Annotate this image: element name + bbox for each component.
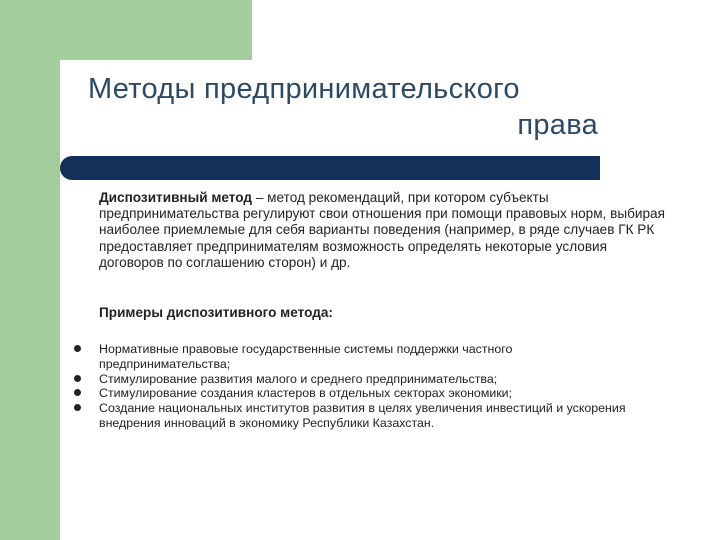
definition-term: Диспозитивный метод — [99, 190, 253, 205]
bullet-dot-icon — [74, 375, 81, 382]
definition-paragraph — [99, 190, 669, 271]
list-item-text: Создание национальных институтов развития в целях увеличения инвестиций и ускорения внедрения инноваций в экономику Республики Казахстан. — [99, 401, 626, 430]
list-item — [74, 401, 644, 431]
title-underline-bar — [60, 156, 600, 180]
slide-title-line-1: Методы предпринимательского — [88, 73, 520, 105]
bullet-dot-icon — [74, 404, 81, 411]
examples-heading: Примеры диспозитивного метода: — [99, 305, 333, 320]
top-accent-band — [0, 0, 252, 60]
examples-list — [74, 342, 644, 431]
slide-title — [88, 71, 598, 143]
list-item-text: Стимулирование создания кластеров в отдельных секторах экономики; — [99, 386, 513, 401]
list-item-text: Нормативные правовые государственные системы поддержки частного предпринимательства; — [99, 342, 513, 371]
slide-title-line-2: права — [517, 109, 598, 141]
list-item — [74, 342, 644, 372]
list-item-text: Стимулирование развития малого и среднего предпринимательства; — [99, 371, 498, 386]
definition-text: – метод рекомендаций, при котором субъекты предпринимательства регулируют свои отношения при помощи правовых норм, выбирая наиболее приемлемые для себя варианты поведения (например, в ряде случаев ГК РК предоставляет предпринимателям возможность определять некоторые условия договоров по соглашению сторон) и др. — [99, 190, 665, 270]
list-item — [74, 386, 644, 401]
left-accent-band — [0, 0, 60, 540]
bullet-dot-icon — [74, 389, 81, 396]
bullet-dot-icon — [74, 345, 81, 352]
list-item — [74, 372, 644, 387]
